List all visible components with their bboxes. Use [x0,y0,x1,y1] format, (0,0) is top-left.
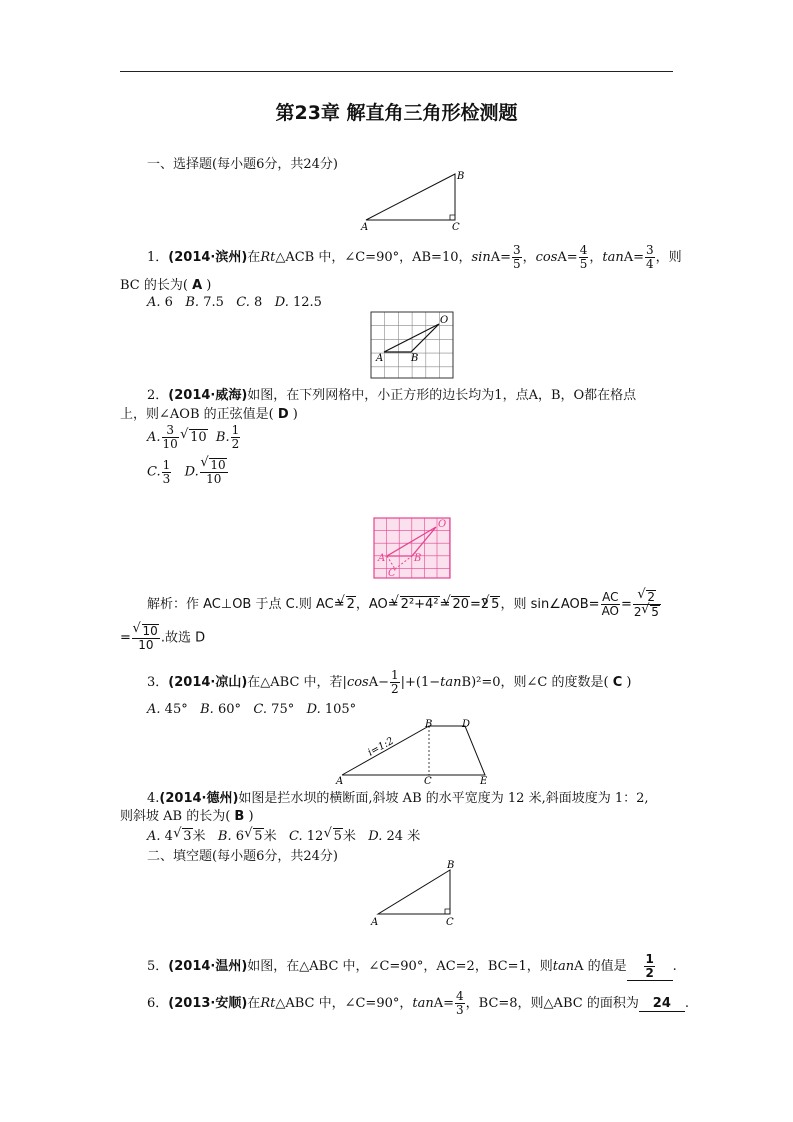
answer-q2: D [277,407,289,422]
figure-q1-triangle [358,168,468,232]
question-3: 3．(2014·凉山)在△ABC 中，若|cosA− $\frac{1}{2}$ |+(1−tanB)²=0，则∠C 的度数是( C ) [147,668,632,696]
section-fill-heading: 二、填空题(每小题6分，共24分) [147,849,338,864]
fig5-label-b: B [447,860,455,871]
question-3-options: A. 45° B. 60° C. 75° D. 105° [147,702,357,717]
question-4-line2: 则斜坡 AB 的长为( B ) [120,809,254,824]
section-choice-heading: 一、选择题(每小题6分，共24分) [147,157,338,172]
fig4-label-d: D [462,719,471,730]
question-4: 4.(2014·德州)如图是拦水坝的横断面,斜坡 AB 的水平宽度为 12 米,斜面坡度为 1：2, [147,791,649,806]
question-1: 1．(2014·滨州)在Rt△ACB 中，∠C=90°，AB=10，sinA= $\frac{3}{5}$ ，cosA= $\frac{4}{5}$ ，tanA= $\frac{3}{4}$ ，则 [147,243,682,271]
figure-q2-grid [370,311,454,379]
fig3-label-c: C [388,568,396,579]
fig3-label-o: O [438,519,447,530]
fig4-label-c: C [424,776,432,787]
fig2-label-b: B [411,353,419,364]
fig5-label-c: C [446,917,454,928]
answer-q4: B [234,809,245,824]
fig3-label-a: A [378,553,386,564]
figure-q5-triangle [368,858,468,930]
answer-q5-numerator: 1 [645,952,654,966]
fig4-label-b: B [425,719,433,730]
question-1-options: A. 6 B. 7.5 C. 8 D. 12.5 [147,295,322,310]
question-5: 5．(2014·温州)如图，在△ABC 中，∠C=90°，AC=2，BC=1，则tanA 的值是 $\frac{1}{2}$ . [147,952,677,980]
answer-q6: 24 [639,996,685,1012]
fig1-label-b: B [457,171,465,182]
fig4-slope-label: i=1:2 [366,735,396,759]
fig2-label-o: O [440,315,449,326]
fig3-label-b: B [414,553,422,564]
question-2-line2: 上，则∠AOB 的正弦值是( D ) [120,407,298,422]
question-6: 6．(2013·安顺)在Rt△ABC 中，∠C=90°，tanA= $\frac{4}{3}$ ，BC=8，则△ABC 的面积为 24 . [147,989,689,1017]
question-2-options-cd: C. $\frac{1}{3}$ D. √ $\frac{10}{10}$ [147,458,229,486]
answer-q5-denominator: 2 [645,966,654,980]
fig1-label-a: A [361,222,369,232]
answer-q1: A [192,278,203,293]
question-2-options-ab: A. $\frac{3}{10}$ √ 10 B. $\frac{1}{2}$ [147,424,241,451]
solution-line2: = √ $\frac{10}{10}$ .故选 D [120,624,205,652]
figure-solution-grid [373,517,451,579]
fig4-label-e: E [480,776,488,787]
question-2: 2．(2014·威海)如图，在下列网格中，小正方形的边长均为1，点A，B，O都在格点 [147,388,637,403]
fig5-label-a: A [371,917,379,928]
fig2-label-a: A [376,353,384,364]
question-4-options: A. 4 √ 3米 B. 6 √ 5米 C. 12 √ 5米 D. 24 米 [147,825,420,844]
page-title: 第23章 解直角三角形检测题 [275,102,518,124]
figure-q4-dam [333,717,493,787]
header-rule [120,71,673,72]
answer-q3: C [612,675,623,690]
question-1-line2: BC 的长为( A ) [120,278,212,293]
fig4-label-a: A [336,776,344,787]
fig1-label-c: C [452,222,460,232]
solution-line1: 解析：作 AC⊥OB 于点 C.则 AC=√ 2，AO=√ 2²+4²=√ 20=2√ 5，则 sin∠AOB= $\frac{AC}{AO}$ = √ $\frac{2}{2 √ 5}$ [147,590,662,619]
